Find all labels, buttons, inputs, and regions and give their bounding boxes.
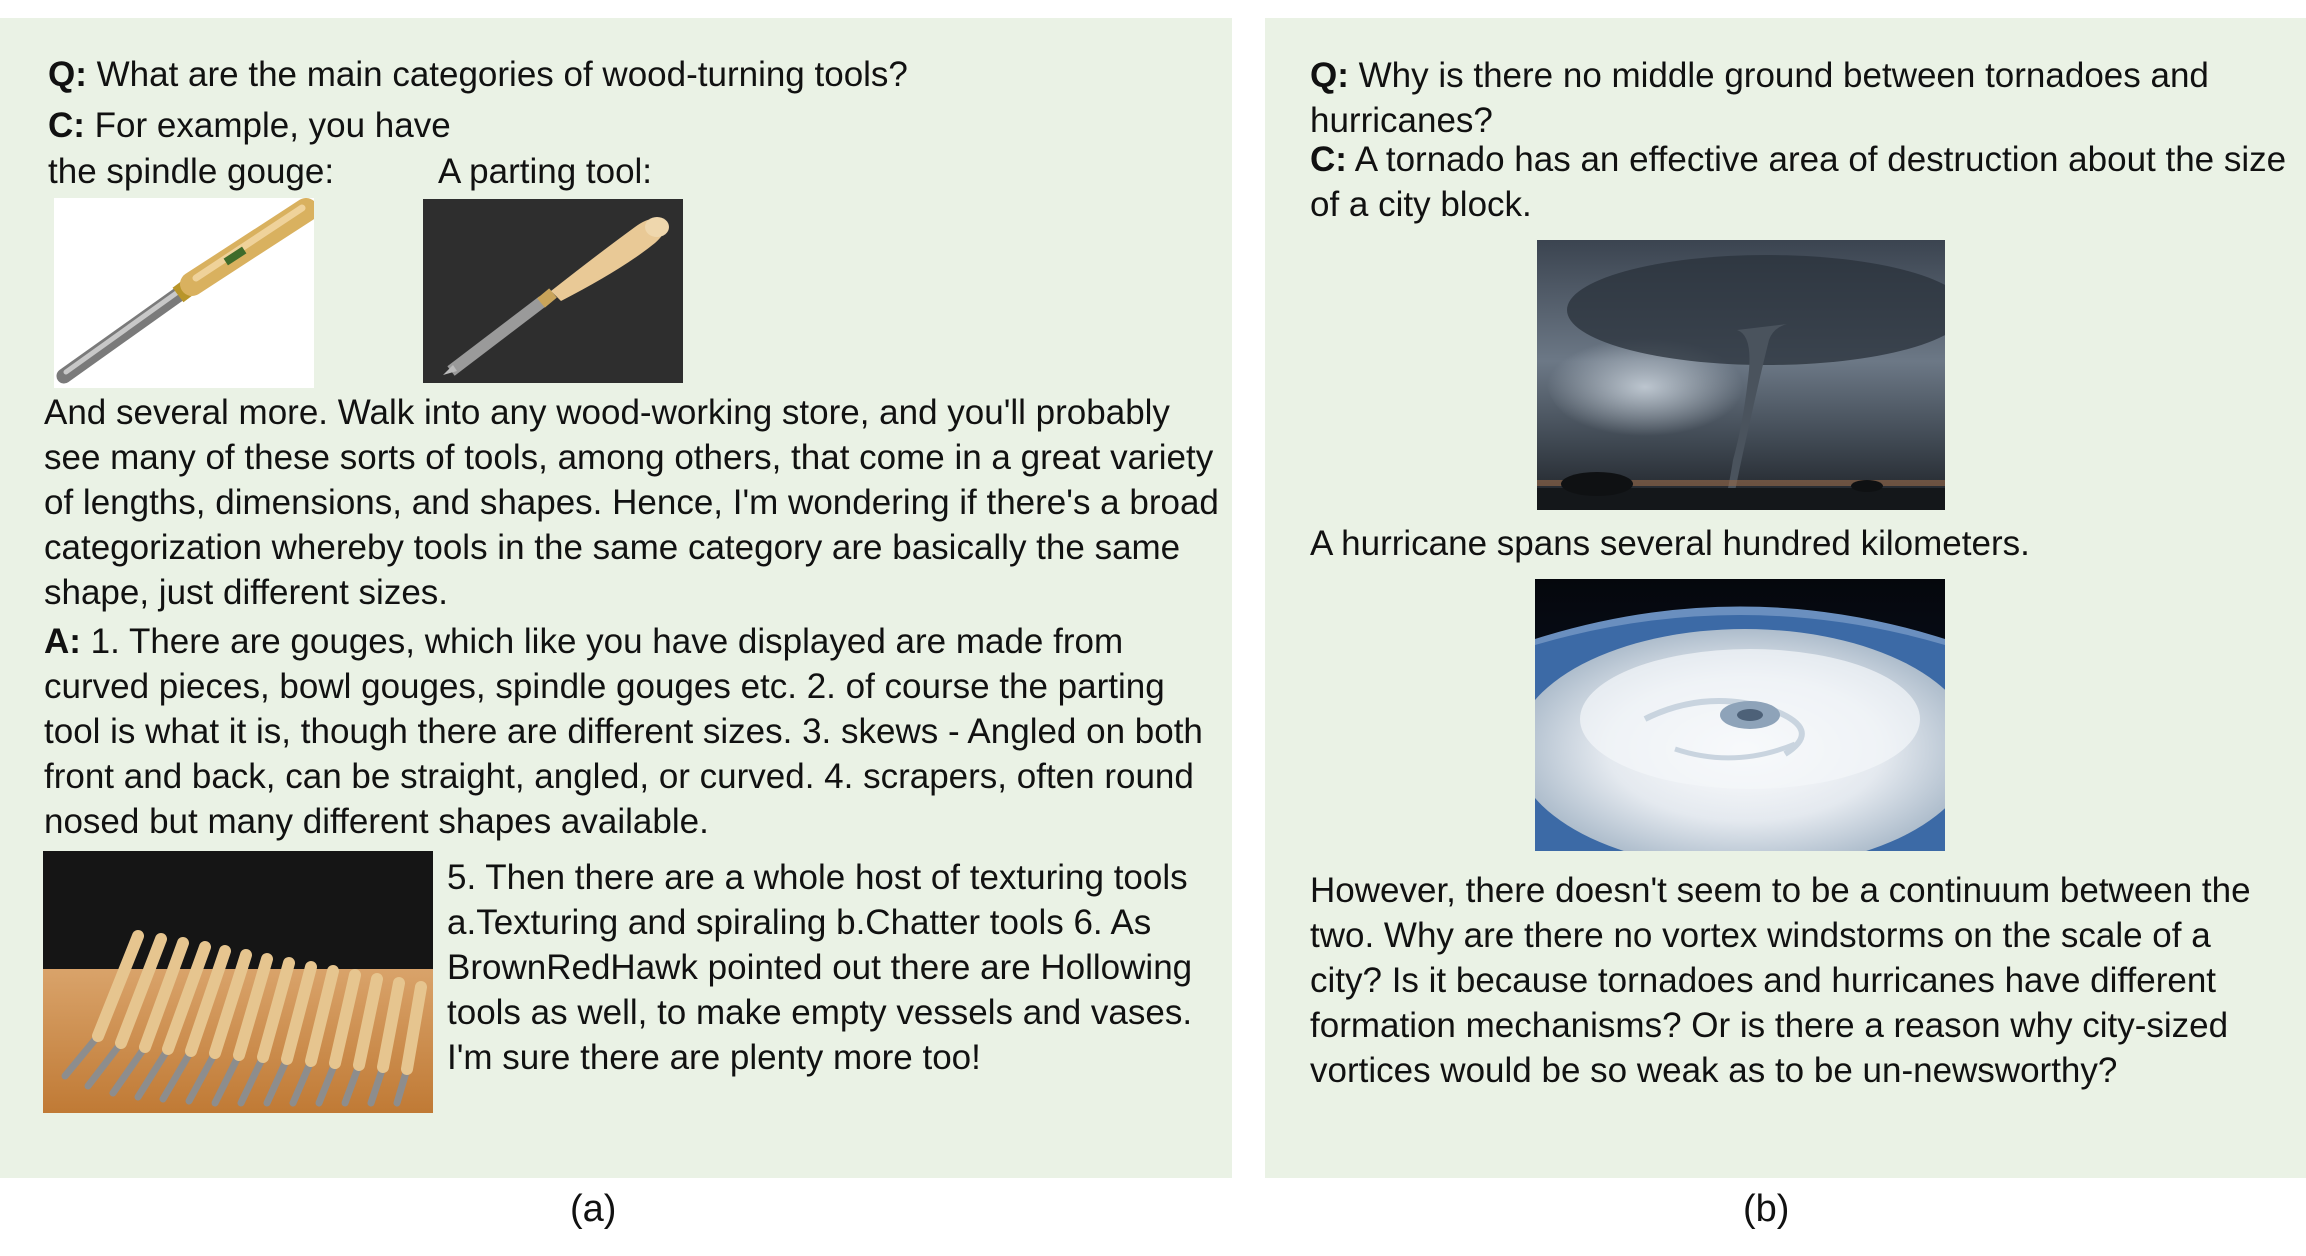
- spindle-gouge-image: [54, 198, 314, 388]
- c-label: C:: [1310, 140, 1347, 179]
- parting-tool-image: [423, 199, 683, 383]
- spindle-gouge-label: the spindle gouge:: [48, 152, 335, 191]
- q-label: Q:: [1310, 56, 1349, 95]
- c-label: C:: [48, 106, 85, 145]
- caption-b: (b): [1743, 1188, 1790, 1230]
- turning-tools-set-image: [43, 851, 433, 1113]
- context-body-b: However, there doesn't seem to be a continuum between the two. Why are there no vortex windstorms on the scale of a city? Is it because tornadoes and hurricanes have different formation mechanisms? Or is there a reason why city-sized vortices would be so weak as to be un-newsworthy?: [1310, 871, 2251, 1090]
- question-text: Why is there no middle ground between tornadoes and hurricanes?: [1310, 56, 2209, 140]
- parting-tool-label: A parting tool:: [438, 152, 653, 191]
- q-label: Q:: [48, 55, 87, 94]
- answer-text-part2: 5. Then there are a whole host of texturing tools a.Texturing and spiraling b.Chatter tools 6. As BrownRedHawk pointed out there are Hollowing tools as well, to make empty vessels and vases. I'm sure there are plenty more too!: [447, 858, 1193, 1077]
- caption-a: (a): [570, 1188, 617, 1230]
- context-intro-b: [1310, 137, 2290, 227]
- hurricane-image: [1535, 579, 1945, 851]
- question-b: [1310, 53, 2290, 143]
- answer-text-part1: 1. There are gouges, which like you have displayed are made from curved pieces, bowl gouges, spindle gouges etc. 2. of course the parting tool is what it is, though there are different sizes. 3. skews - Angled on both front and back, can be straight, angled, or curved. 4. scrapers, often round nosed but many different shapes available.: [44, 622, 1203, 841]
- question-a: [48, 52, 908, 97]
- a-label: A:: [44, 622, 81, 661]
- tornado-image: [1537, 240, 1945, 510]
- question-text: What are the main categories of wood-turning tools?: [96, 55, 908, 94]
- context-intro-text: A tornado has an effective area of destruction about the size of a city block.: [1310, 140, 2287, 224]
- context-intro-text: For example, you have: [94, 106, 451, 145]
- context-intro-a: [48, 103, 451, 148]
- hurricane-text: A hurricane spans several hundred kilometers.: [1310, 524, 2030, 563]
- answer-a: [44, 619, 1224, 844]
- context-body-a: And several more. Walk into any wood-working store, and you'll probably see many of these sorts of tools, among others, that come in a great variety of lengths, dimensions, and shapes. Hence, I'm wondering if there's a broad categorization whereby tools in the same category are basically the same shape, just different sizes.: [44, 393, 1219, 612]
